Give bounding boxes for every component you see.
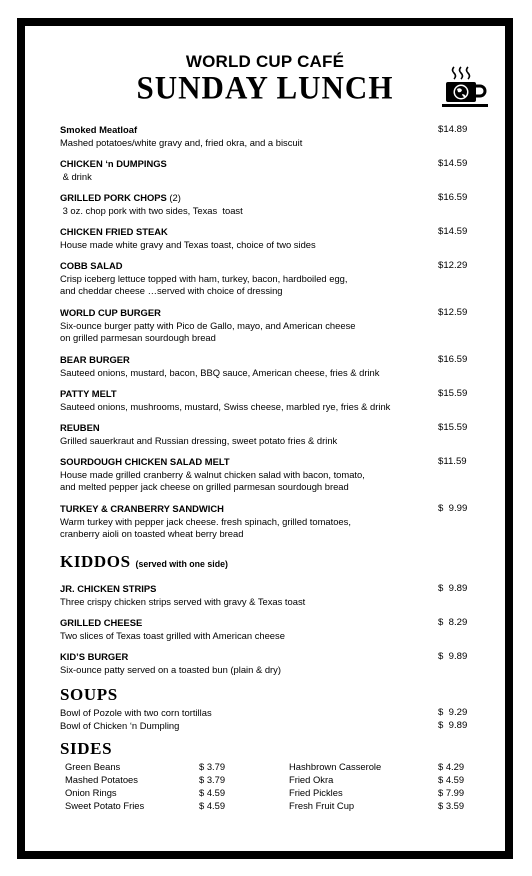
item-name-text: WORLD CUP BURGER [60, 307, 161, 318]
item-price: $15.59 [438, 388, 468, 399]
soups-title: SOUPS [60, 685, 118, 704]
item-name [60, 422, 480, 435]
item-name-text: KID’S BURGER [60, 651, 129, 662]
item-name [60, 124, 480, 137]
item-name-text: CHICKEN FRIED STEAK [60, 226, 168, 237]
item-name-text: BEAR BURGER [60, 354, 130, 365]
menu-item [60, 354, 480, 379]
item-price: $12.29 [438, 260, 468, 271]
menu-item [60, 583, 480, 608]
menu-item [60, 158, 480, 183]
menu-item [60, 651, 480, 676]
item-description: Three crispy chicken strips served with gravy & Texas toast [60, 595, 306, 607]
item-description: Sauteed onions, mushrooms, mustard, Swiss cheese, marbled rye, fries & drink [60, 400, 391, 412]
item-name [60, 651, 480, 664]
side-name: Fresh Fruit Cup [289, 800, 355, 811]
menu-item [60, 503, 480, 541]
item-name-text: GRILLED CHEESE [60, 617, 143, 628]
item-description: 3 oz. chop pork with two sides, Texas toast [60, 204, 243, 216]
side-name: Fried Okra [289, 774, 334, 785]
item-price: $ 9.89 [438, 583, 468, 594]
side-name: Green Beans [65, 761, 121, 772]
side-price: $ 4.59 [199, 800, 226, 811]
menu-item [60, 307, 480, 345]
item-name-text: GRILLED PORK CHOPS [60, 192, 167, 203]
side-name: Sweet Potato Fries [65, 800, 145, 811]
item-name [60, 583, 480, 596]
item-name [60, 192, 480, 205]
item-description: Six-ounce burger patty with Pico de Gallo, mayo, and American cheese [60, 319, 356, 331]
item-name-text: TURKEY & CRANBERRY SANDWICH [60, 503, 224, 514]
side-name: Hashbrown Casserole [289, 761, 382, 772]
side-price: $ 4.59 [199, 787, 226, 798]
side-price: $ 3.79 [199, 761, 226, 772]
item-name-text: PATTY MELT [60, 388, 117, 399]
item-name [60, 456, 480, 469]
cafe-name: WORLD CUP CAFÉ [185, 52, 345, 71]
item-description: Warm turkey with pepper jack cheese. fresh spinach, grilled tomatoes, [60, 515, 351, 527]
item-description: House made white gravy and Texas toast, choice of two sides [60, 238, 316, 250]
menu-item [60, 124, 480, 149]
side-price: $ 4.59 [438, 774, 465, 785]
menu-frame [17, 18, 513, 859]
item-name [60, 260, 480, 273]
item-price: $16.59 [438, 192, 468, 203]
item-description: Sauteed onions, mustard, bacon, BBQ sauce, American cheese, fries & drink [60, 366, 380, 378]
side-price: $ 3.79 [199, 774, 226, 785]
item-name-text: REUBEN [60, 422, 100, 433]
item-price: $16.59 [438, 354, 468, 365]
item-price: $ 9.89 [438, 651, 468, 662]
item-description: & drink [60, 170, 92, 182]
item-name-text: COBB SALAD [60, 260, 123, 271]
item-name [60, 617, 480, 630]
sides-title: SIDES [60, 739, 113, 758]
item-price: $14.59 [438, 158, 468, 169]
menu-item [60, 422, 480, 447]
item-name-text: JR. CHICKEN STRIPS [60, 583, 157, 594]
soup-name: Bowl of Pozole with two corn tortillas [60, 707, 212, 718]
item-name-text: Smoked Meatloaf [60, 124, 138, 135]
item-price: $11.59 [438, 456, 467, 467]
soup-price: $ 9.29 [438, 707, 468, 718]
item-price: $14.59 [438, 226, 468, 237]
item-description: Mashed potatoes/white gravy and, fried okra, and a biscuit [60, 136, 303, 148]
kiddos-title: KIDDOS (served with one side) [60, 552, 228, 571]
side-price: $ 7.99 [438, 787, 465, 798]
side-name: Mashed Potatoes [65, 774, 138, 785]
item-description: and melted pepper jack cheese on grilled parmesan sourdough bread [60, 481, 349, 492]
item-name-suffix: (2) [166, 192, 181, 203]
menu-item [60, 192, 480, 217]
kiddos-note: (served with one side) [135, 559, 228, 569]
item-description: Two slices of Texas toast grilled with American cheese [60, 629, 285, 641]
item-name-text: SOURDOUGH CHICKEN SALAD MELT [60, 456, 230, 467]
item-description: Grilled sauerkraut and Russian dressing, sweet potato fries & drink [60, 434, 338, 446]
item-name-text: CHICKEN ‘n DUMPINGS [60, 158, 167, 169]
soup-price: $ 9.89 [438, 720, 468, 731]
side-name: Onion Rings [65, 787, 117, 798]
item-price: $12.59 [438, 307, 468, 318]
item-description: and cheddar cheese …served with choice of dressing [60, 285, 283, 296]
item-description: Crisp iceberg lettuce topped with ham, turkey, bacon, hardboiled egg, [60, 272, 348, 284]
menu-item [60, 260, 480, 298]
item-name [60, 158, 480, 171]
item-name [60, 354, 480, 367]
item-name [60, 503, 480, 516]
item-price: $14.89 [438, 124, 468, 135]
coffee-cup-globe-icon [440, 64, 490, 110]
item-name [60, 307, 480, 320]
soup-name: Bowl of Chicken ‘n Dumpling [60, 720, 180, 731]
menu-item [60, 388, 480, 413]
item-description: cranberry aioli on toasted wheat berry bread [60, 528, 244, 539]
menu-title: SUNDAY LUNCH [136, 69, 394, 106]
menu-item [60, 617, 480, 642]
item-price: $15.59 [438, 422, 468, 433]
item-name [60, 226, 480, 239]
item-description: House made grilled cranberry & walnut chicken salad with bacon, tomato, [60, 468, 365, 480]
item-price: $ 9.99 [438, 503, 468, 514]
item-price: $ 8.29 [438, 617, 468, 628]
menu-item [60, 456, 480, 494]
item-description: Six-ounce patty served on a toasted bun (plain & dry) [60, 663, 281, 675]
side-name: Fried Pickles [289, 787, 343, 798]
item-description: on grilled parmesan sourdough bread [60, 332, 216, 343]
side-price: $ 4.29 [438, 761, 465, 772]
item-name [60, 388, 480, 401]
side-price: $ 3.59 [438, 800, 465, 811]
menu-item [60, 226, 480, 251]
